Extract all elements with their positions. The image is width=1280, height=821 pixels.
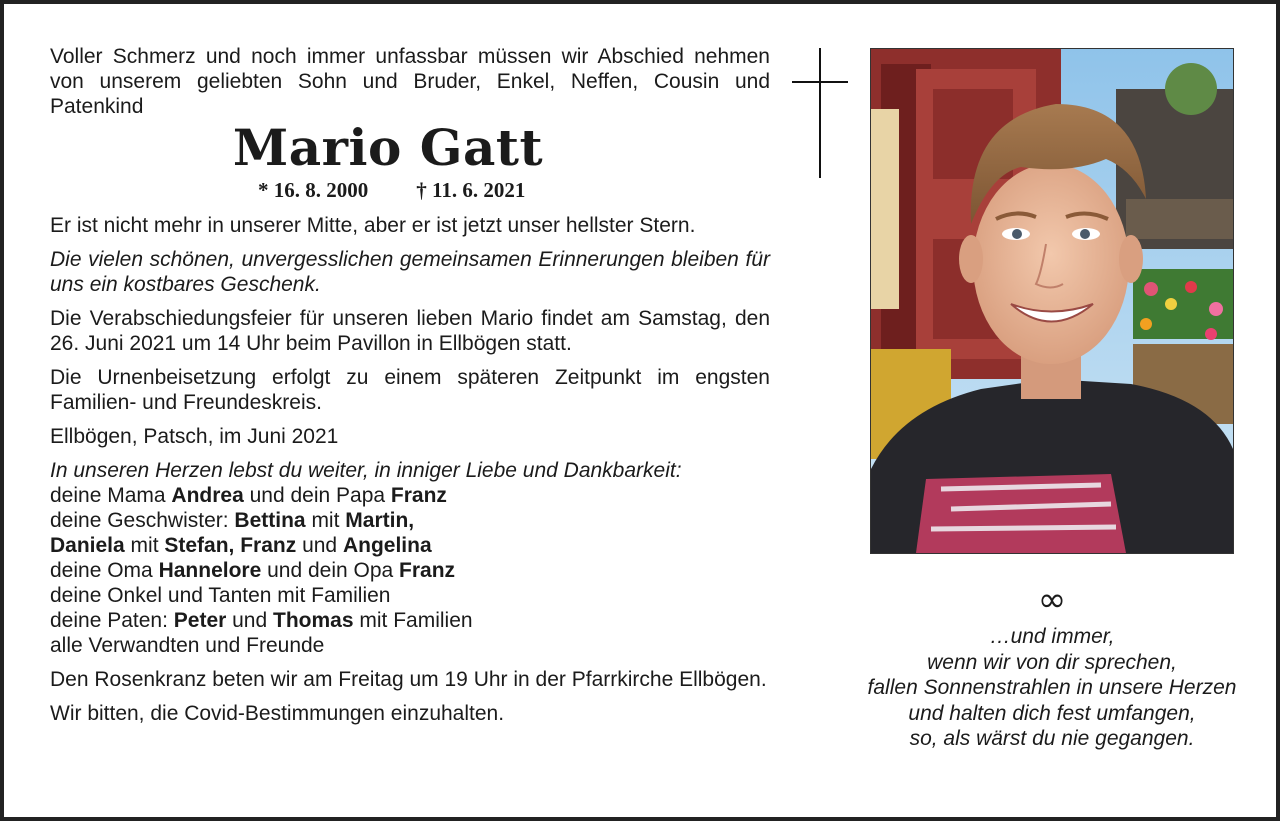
- infinity-icon: ∞: [1037, 580, 1067, 620]
- family-line-relatives: alle Verwandten und Freunde: [50, 634, 325, 657]
- poem-line: fallen Sonnenstrahlen in unsere Herzen: [867, 676, 1237, 699]
- urn-burial-text: Die Urnenbeisetzung erfolgt zu einem späteren Zeitpunkt im engsten Familien- und Freundeskreis.: [50, 366, 770, 414]
- rosary-text: Den Rosenkranz beten wir am Freitag um 19 Uhr in der Pfarrkirche Ellbögen.: [50, 668, 767, 691]
- family-line-siblings: deine Geschwister: Bettina mit Martin,: [50, 509, 415, 532]
- star-quote: Er ist nicht mehr in unserer Mitte, aber er ist jetzt unser hellster Stern.: [50, 214, 696, 237]
- memories-quote: Die vielen schönen, unvergesslichen gemeinsamen Erinnerungen bleiben für uns ein kostbares Geschenk.: [50, 248, 770, 296]
- family-line-godparents: deine Paten: Peter und Thomas mit Familien: [50, 609, 473, 632]
- portrait-photo: [870, 48, 1234, 554]
- life-dates: [50, 177, 770, 203]
- cross-icon: [792, 48, 848, 178]
- covid-notice: Wir bitten, die Covid-Bestimmungen einzuhalten.: [50, 702, 505, 725]
- poem-line: so, als wärst du nie gegangen.: [909, 727, 1195, 750]
- poem-line: wenn wir von dir sprechen,: [927, 650, 1177, 674]
- intro-text: Voller Schmerz und noch immer unfassbar müssen wir Abschied nehmen von unserem geliebten Sohn und Bruder, Enkel, Neffen, Cousin und Patenkind: [50, 45, 770, 118]
- poem-line: …und immer,: [989, 625, 1115, 648]
- family-list: [50, 483, 770, 658]
- family-line-siblings-2: Daniela mit Stefan, Franz und Angelina: [50, 534, 432, 557]
- family-line-parents: deine Mama Andrea und dein Papa Franz: [50, 484, 447, 507]
- death-date: † 11. 6. 2021: [416, 178, 526, 202]
- family-line-uncles: deine Onkel und Tanten mit Familien: [50, 584, 391, 607]
- poem-line: und halten dich fest umfangen,: [908, 701, 1196, 725]
- deceased-name: Mario Gatt: [232, 118, 544, 177]
- family-line-grandparents: deine Oma Hannelore und dein Opa Franz: [50, 559, 456, 582]
- main-text-column: [50, 44, 770, 726]
- place-and-date: Ellbögen, Patsch, im Juni 2021: [50, 425, 339, 448]
- ceremony-text: Die Verabschiedungsfeier für unseren lieben Mario findet am Samstag, den 26. Juni 2021 um 14 Uhr beim Pavillon in Ellbögen statt.: [50, 307, 770, 355]
- poem: [824, 624, 1280, 752]
- birth-date: * 16. 8. 2000: [258, 178, 369, 202]
- hearts-line: In unseren Herzen lebst du weiter, in inniger Liebe und Dankbarkeit:: [50, 459, 682, 482]
